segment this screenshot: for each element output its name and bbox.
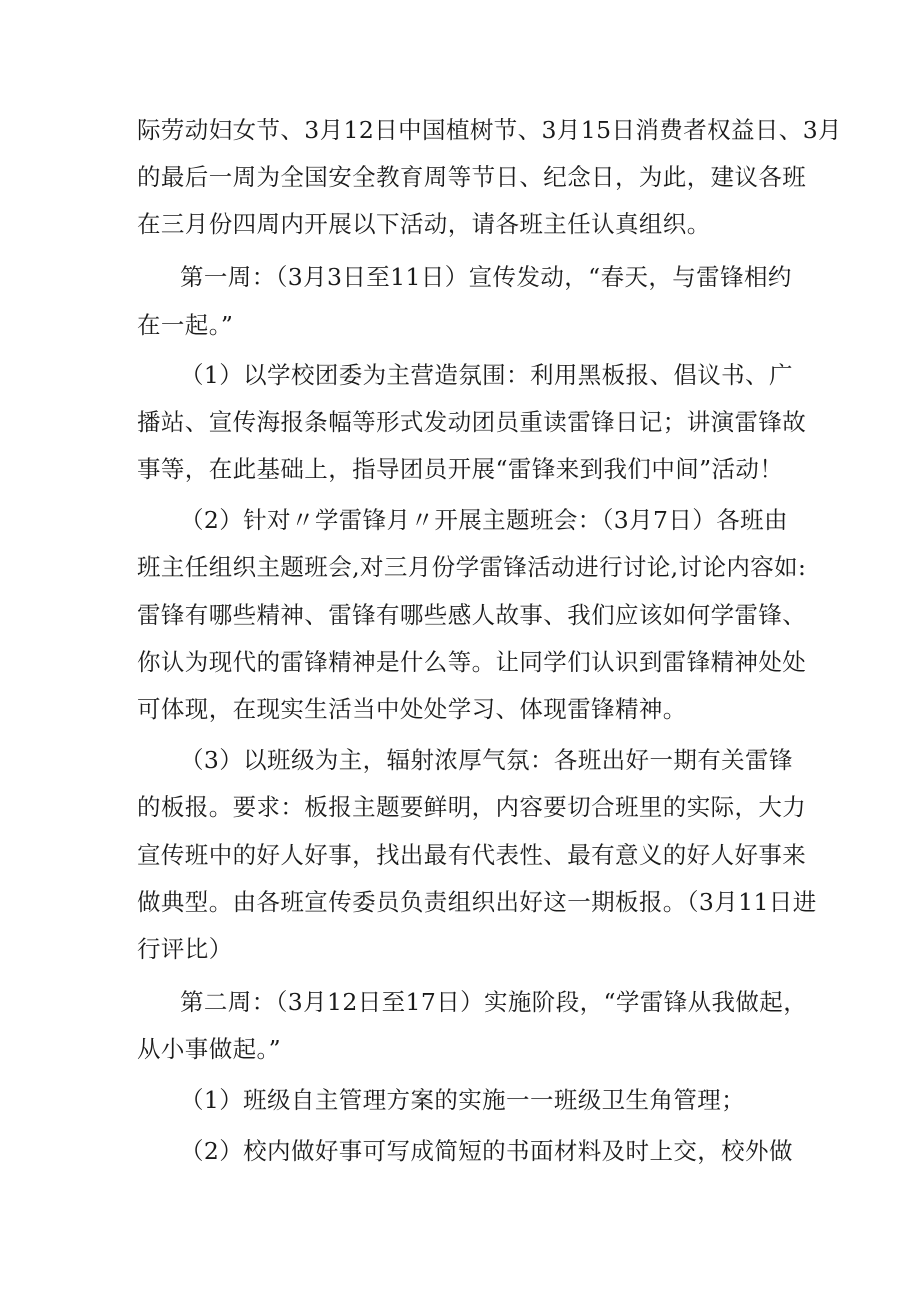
text-line-15: 的板报。要求：板报主题要鲜明，内容要切合班里的实际，大力 xyxy=(137,793,807,821)
text-line-18: 行评比） xyxy=(137,935,233,963)
text-line-20: 从小事做起。” xyxy=(137,1035,282,1063)
text-line-10: 班主任组织主题班会,对三月份学雷锋活动进行讨论,讨论内容如: xyxy=(137,553,807,581)
text-line-14: （3）以班级为主，辐射浓厚气氛：各班出好一期有关雷锋 xyxy=(180,746,793,774)
text-line-12: 你认为现代的雷锋精神是什么等。让同学们认识到雷锋精神处处 xyxy=(137,648,807,676)
text-line-6: （1）以学校团委为主营造氛围：利用黑板报、倡议书、广 xyxy=(180,361,793,389)
text-line-13: 可体现，在现实生活当中处处学习、体现雷锋精神。 xyxy=(137,695,687,723)
text-line-2: 的最后一周为全国安全教育周等节日、纪念日，为此，建议各班 xyxy=(137,163,807,191)
text-line-4: 第一周：（3月3日至11日）宣传发动，“春天，与雷锋相约 xyxy=(180,263,792,291)
text-line-21: （1）班级自主管理方案的实施一一班级卫生角管理； xyxy=(180,1086,746,1114)
text-line-19: 第二周：（3月12日至17日）实施阶段，“学雷锋从我做起， xyxy=(180,988,808,1016)
text-line-17: 做典型。由各班宣传委员负责组织出好这一期板报。（3月11日进 xyxy=(137,888,817,916)
text-line-1: 际劳动妇女节、3月12日中国植树节、3月15日消费者权益日、3月 xyxy=(137,116,842,144)
text-line-8: 事等，在此基础上，指导团员开展“雷锋来到我们中间”活动！ xyxy=(137,455,784,483)
text-line-3: 在三月份四周内开展以下活动，请各班主任认真组织。 xyxy=(137,210,711,238)
text-line-7: 播站、宣传海报条幅等形式发动团员重读雷锋日记；讲演雷锋故 xyxy=(137,408,807,436)
text-line-9: （2）针对〃学雷锋月〃开展主题班会：（3月7日）各班由 xyxy=(180,506,788,534)
text-line-16: 宣传班中的好人好事，找出最有代表性、最有意义的好人好事来 xyxy=(137,841,807,869)
text-line-11: 雷锋有哪些精神、雷锋有哪些感人故事、我们应该如何学雷锋、 xyxy=(137,601,807,629)
text-line-5: 在一起。” xyxy=(137,311,234,339)
text-line-22: （2）校内做好事可写成简短的书面材料及时上交，校外做 xyxy=(180,1137,793,1165)
